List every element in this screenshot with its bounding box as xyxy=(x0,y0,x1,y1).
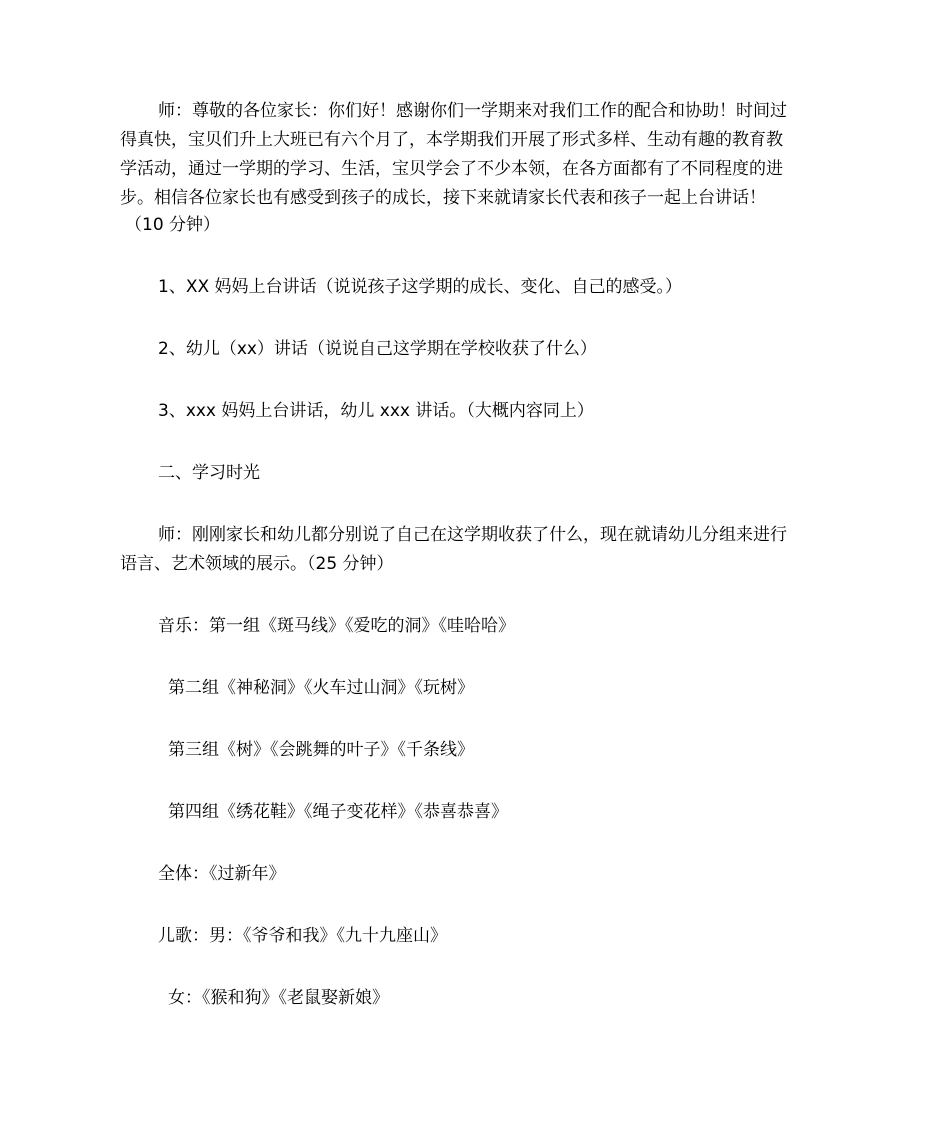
music-all: 全体：《过新年》 xyxy=(158,864,286,884)
speech-item-1: 1、XX 妈妈上台讲话（说说孩子这学期的成长、变化、自己的感受。） xyxy=(158,277,683,297)
music-group-2: 第二组《神秘洞》《火车过山洞》《玩树》 xyxy=(168,678,474,698)
music-group-4: 第四组《绣花鞋》《绳子变花样》《恭喜恭喜》 xyxy=(168,802,508,822)
intro-line-4: 步。相信各位家长也有感受到孩子的成长，接下来就请家长代表和孩子一起上台讲话！ xyxy=(120,188,766,208)
speech-item-3: 3、xxx 妈妈上台讲话，幼儿 xxx 讲话。（大概内容同上） xyxy=(158,401,594,421)
study-line-1: 师：刚刚家长和幼儿都分别说了自己在这学期收获了什么，现在就请幼儿分组来进行 xyxy=(158,525,787,545)
intro-line-1: 师：尊敬的各位家长：你们好！感谢你们一学期来对我们工作的配合和协助！时间过 xyxy=(158,101,787,121)
music-group-1: 音乐：第一组《斑马线》《爱吃的洞》《哇哈哈》 xyxy=(158,616,515,636)
speech-item-2: 2、幼儿（xx）讲话（说说自己这学期在学校收获了什么） xyxy=(158,339,597,359)
music-group-3: 第三组《树》《会跳舞的叶子》《千条线》 xyxy=(168,740,474,760)
intro-line-5: （10 分钟） xyxy=(125,215,221,235)
section-heading: 二、学习时光 xyxy=(158,463,260,483)
rhymes-girls: 女：《猴和狗》《老鼠娶新娘》 xyxy=(168,988,389,1008)
intro-line-3: 学活动，通过一学期的学习、生活，宝贝学会了不少本领，在各方面都有了不同程度的进 xyxy=(120,159,783,179)
rhymes-boys: 儿歌：男：《爷爷和我》《九十九座山》 xyxy=(158,926,447,946)
intro-line-2: 得真快，宝贝们升上大班已有六个月了，本学期我们开展了形式多样、生动有趣的教育教 xyxy=(120,130,783,150)
study-line-2: 语言、艺术领域的展示。（25 分钟） xyxy=(120,554,394,574)
